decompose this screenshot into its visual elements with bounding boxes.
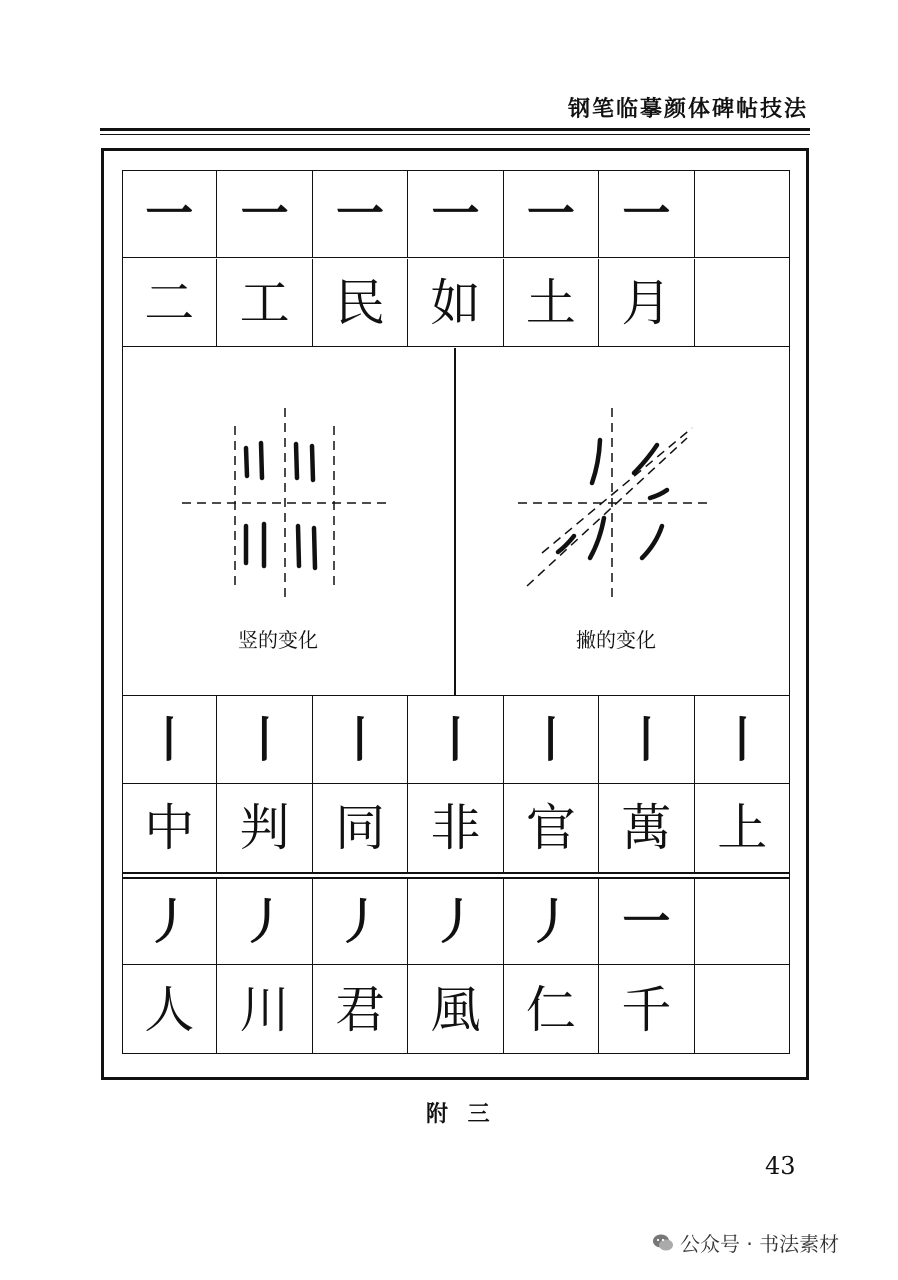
stroke-cell: 一 bbox=[217, 170, 312, 258]
left-falling-variation-caption: 撇的变化 bbox=[576, 628, 656, 652]
char-cell: 君 bbox=[313, 965, 408, 1054]
vertical-stroke-diagram bbox=[182, 408, 390, 598]
stroke-cell bbox=[695, 879, 790, 965]
char-cell: 工 bbox=[217, 259, 312, 347]
char-cell bbox=[695, 965, 790, 1054]
char-cell: 判 bbox=[217, 784, 312, 872]
section-double-rule bbox=[122, 872, 790, 874]
char-cell bbox=[695, 259, 790, 347]
stroke-cell: 丿 bbox=[122, 879, 217, 965]
char-cell: 中 bbox=[122, 784, 217, 872]
char-cell: 風 bbox=[408, 965, 503, 1054]
char-cell: 月 bbox=[599, 259, 694, 347]
stroke-cell: 丨 bbox=[217, 696, 312, 784]
watermark-text: 公众号 · 书法素材 bbox=[680, 1232, 840, 1256]
stroke-cell: 一 bbox=[122, 170, 217, 258]
char-cell: 非 bbox=[408, 784, 503, 872]
char-cell: 千 bbox=[599, 965, 694, 1054]
stroke-variation-diagrams bbox=[122, 348, 790, 696]
char-cell: 人 bbox=[122, 965, 217, 1054]
stroke-cell bbox=[695, 170, 790, 258]
char-cell: 二 bbox=[122, 259, 217, 347]
stroke-cell: 丿 bbox=[504, 879, 599, 965]
char-cell: 上 bbox=[717, 799, 768, 857]
stroke-cell: 一 bbox=[313, 170, 408, 258]
header-rule bbox=[100, 128, 810, 131]
appendix-label: 附 三 bbox=[426, 1101, 496, 1127]
stroke-cell: 丿 bbox=[313, 879, 408, 965]
page-number: 43 bbox=[765, 1152, 796, 1180]
char-cell: 同 bbox=[313, 784, 408, 872]
stroke-cell: 丨 bbox=[504, 696, 599, 784]
pie-stroke-row bbox=[122, 879, 790, 965]
wechat-icon bbox=[652, 1232, 674, 1254]
char-cell: 仁 bbox=[504, 965, 599, 1054]
running-header-title: 钢笔临摹颜体碑帖技法 bbox=[567, 96, 808, 122]
stroke-cell: 丨 bbox=[599, 696, 694, 784]
vertical-variation-caption: 竖的变化 bbox=[238, 628, 318, 652]
left-falling-stroke-diagram bbox=[518, 408, 712, 598]
char-cell: 官 bbox=[504, 784, 599, 872]
stroke-cell: 丨 bbox=[408, 696, 503, 784]
char-cell: 萬 bbox=[599, 784, 694, 872]
char-cell: 川 bbox=[217, 965, 312, 1054]
stroke-cell: 丨 bbox=[122, 696, 217, 784]
watermark bbox=[652, 1228, 839, 1257]
heng-stroke-row bbox=[122, 170, 790, 258]
stroke-cell: 丨 bbox=[313, 696, 408, 784]
shu-char-row bbox=[122, 784, 790, 872]
stroke-cell: 一 bbox=[408, 170, 503, 258]
char-cell: 民 bbox=[313, 259, 408, 347]
header-rule-thin bbox=[100, 134, 810, 135]
stroke-cell: 一 bbox=[599, 879, 694, 965]
char-cell: 土 bbox=[504, 259, 599, 347]
heng-char-row bbox=[122, 259, 790, 347]
shu-stroke-row bbox=[122, 696, 790, 784]
stroke-cell: 一 bbox=[504, 170, 599, 258]
stroke-cell: 丿 bbox=[408, 879, 503, 965]
pie-char-row bbox=[122, 965, 790, 1054]
stroke-cell: 一 bbox=[599, 170, 694, 258]
char-cell: 如 bbox=[408, 259, 503, 347]
stroke-cell: 丨 bbox=[695, 696, 790, 784]
stroke-cell: 丿 bbox=[217, 879, 312, 965]
